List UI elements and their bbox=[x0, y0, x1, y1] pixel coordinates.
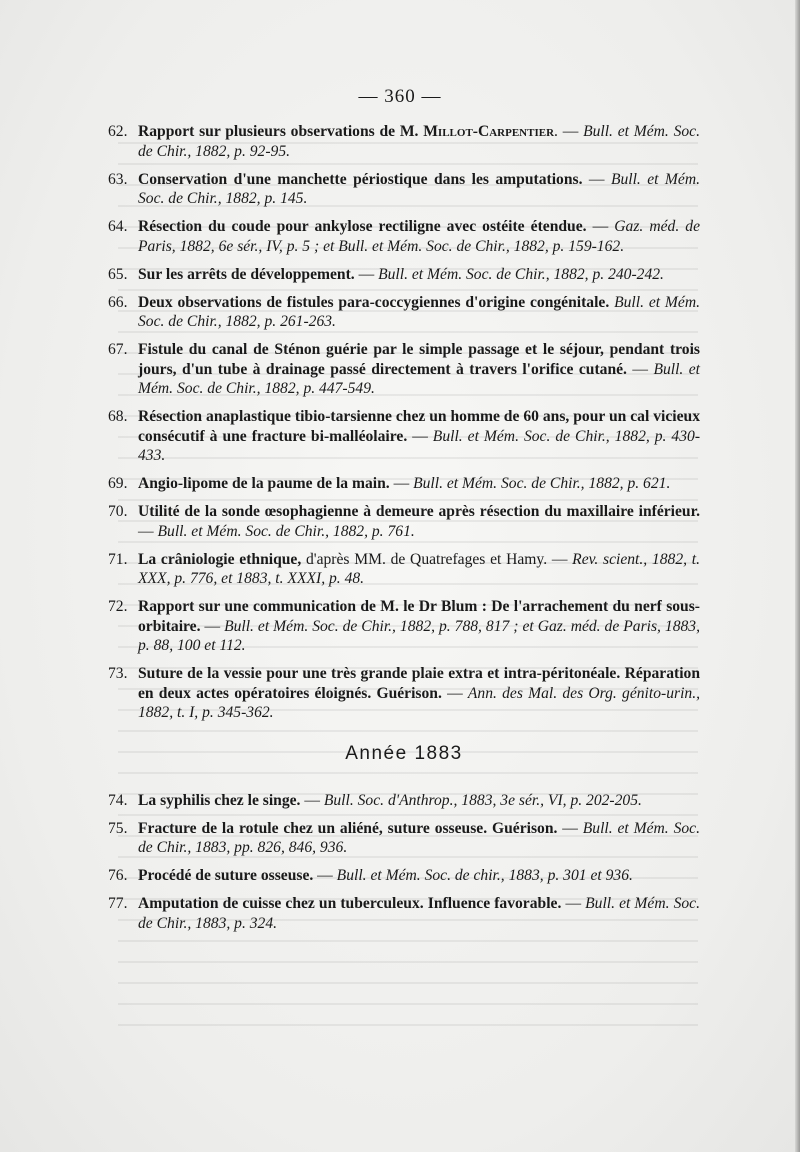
entry-number: 74. bbox=[108, 791, 128, 809]
bibliography-entry bbox=[108, 791, 700, 811]
entry-reference: Ann. des Mal. des Org. génito-urin., 1882, t. I, p. 345-362. bbox=[138, 684, 700, 721]
entry-title: Rapport sur plusieurs observations de M. bbox=[138, 123, 424, 140]
entry-title: Sur les arrêts de développement. bbox=[138, 265, 355, 283]
entry-title: Angio-lipome de la paume de la main. bbox=[138, 475, 390, 492]
bibliography-entry bbox=[108, 340, 700, 399]
entry-body bbox=[138, 340, 700, 399]
entry-separator: . — bbox=[554, 123, 584, 140]
entry-body bbox=[138, 550, 700, 589]
year-heading: Année 1883 bbox=[345, 742, 463, 764]
bibliography-entry bbox=[108, 474, 700, 494]
entry-body bbox=[138, 407, 700, 466]
page-edge-shadow bbox=[795, 0, 800, 1152]
entry-body bbox=[138, 122, 700, 161]
entry-reference: Bull. et Mém. Soc. de Chir., 1882, p. 240-242. bbox=[378, 265, 664, 283]
entry-number: 76. bbox=[108, 867, 128, 884]
entry-body bbox=[138, 217, 700, 256]
entry-separator: — bbox=[389, 475, 414, 492]
entry-body bbox=[138, 293, 700, 332]
entry-separator: — bbox=[561, 895, 586, 912]
entry-body bbox=[138, 265, 700, 285]
entry-title: Fracture de la rotule chez un aliéné, suture osseuse. Guérison. bbox=[138, 819, 558, 837]
entry-author-smallcaps: Millot-Carpentier bbox=[423, 123, 555, 140]
entry-body bbox=[138, 894, 700, 933]
bibliography-entry bbox=[108, 170, 700, 209]
entry-separator: — bbox=[200, 617, 225, 635]
entry-body bbox=[138, 866, 700, 886]
entry-body bbox=[138, 597, 700, 656]
bibliography-entry bbox=[108, 293, 700, 332]
entry-number: 62. bbox=[108, 123, 128, 140]
entry-title: Deux observations de fistules para-coccygiennes d'origine congénitale. bbox=[138, 293, 610, 311]
bibliography-entry bbox=[108, 819, 700, 858]
entry-title: Résection anaplastique tibio-tarsienne chez un homme de 60 ans, pour un cal vicieux consécutif à une fracture bi-malléolaire. bbox=[138, 408, 700, 445]
bibliography-entry bbox=[108, 217, 700, 256]
entry-reference: Bull. et Mém. Soc. de Chir., 1882, p. 261-263. bbox=[138, 293, 700, 330]
entry-title: Rapport sur une communication de M. le Dr Blum : De l'arrachement du nerf sous-orbitaire. bbox=[138, 598, 700, 635]
entry-reference: Bull. et Mém. Soc. de Chir., 1882, p. 788, 817 ; et Gaz. méd. de Paris, 1883, p. 88, 100 et 112. bbox=[138, 617, 700, 654]
entry-number: 65. bbox=[108, 265, 128, 283]
entry-separator: — bbox=[586, 218, 615, 235]
bibliography-entry bbox=[108, 407, 700, 466]
entry-reference: Rev. scient., 1882, t. XXX, p. 776, et 1883, t. XXXI, p. 48. bbox=[138, 550, 700, 587]
entry-number: 68. bbox=[108, 408, 128, 425]
entry-reference: Bull. et Mém. Soc. de Chir., 1882, p. 145. bbox=[138, 170, 701, 207]
entry-title: Suture de la vessie pour une très grande plaie extra et intra-péritonéale. Réparation en deux actes opératoires éloignés. Guérison. bbox=[138, 665, 700, 702]
entry-title: Conservation d'une manchette périostique dans les amputations. bbox=[138, 170, 583, 188]
entry-reference: Bull. et Mém. Soc. de Chir., 1882, p. 430-433. bbox=[138, 427, 701, 464]
entry-separator: — bbox=[441, 684, 468, 702]
entry-title: Fistule du canal de Sténon guérie par le simple passage et le séjour, pendant trois jours, d'un tube à drainage passé directement à travers l'orifice cutané. bbox=[138, 341, 700, 378]
bibliography-entry bbox=[108, 122, 700, 161]
entry-reference: Bull. et Mém. Soc. de Chir., 1882, p. 761. bbox=[157, 522, 415, 540]
entry-reference: Bull. et Mém. Soc. de chir., 1883, p. 301 et 936. bbox=[336, 867, 633, 884]
entry-reference: Bull. et Mém. Soc. de Chir., 1882, p. 621. bbox=[413, 475, 671, 492]
bibliography-entry bbox=[108, 265, 700, 285]
entry-body bbox=[138, 170, 700, 209]
page-number: — 360 — bbox=[358, 86, 442, 107]
entry-separator: — bbox=[626, 360, 654, 378]
entry-separator: — bbox=[313, 867, 337, 884]
entry-separator: — bbox=[354, 265, 379, 283]
bibliography-entry bbox=[108, 866, 700, 886]
bibliography-entry bbox=[108, 550, 700, 589]
entry-body bbox=[138, 791, 700, 811]
entry-number: 73. bbox=[108, 665, 128, 682]
entry-separator: d'après MM. de Quatrefages et Hamy. — bbox=[301, 550, 573, 568]
entries-1882 bbox=[108, 122, 700, 723]
entry-reference: Bull. et Mém. Soc. de Chir., 1882, p. 92-95. bbox=[138, 123, 700, 160]
entry-separator: — bbox=[557, 819, 583, 837]
entry-number: 77. bbox=[108, 895, 128, 912]
entry-body bbox=[138, 474, 700, 494]
bibliography-entry bbox=[108, 894, 700, 933]
entry-number: 63. bbox=[108, 170, 128, 188]
entry-number: 72. bbox=[108, 598, 128, 615]
bibliography-entry bbox=[108, 664, 700, 723]
entry-title: La syphilis chez le singe. bbox=[138, 791, 301, 809]
entry-reference: Bull. et Mém. Soc. de Chir., 1882, p. 447-549. bbox=[138, 360, 701, 397]
entry-reference: Bull. et Mém. Soc. de Chir., 1883, pp. 826, 846, 936. bbox=[138, 819, 700, 856]
entry-number: 66. bbox=[108, 293, 128, 311]
entry-separator: — bbox=[407, 427, 433, 445]
entry-number: 75. bbox=[108, 819, 128, 837]
entry-body bbox=[138, 819, 700, 858]
entry-title: Utilité de la sonde œsophagienne à demeure après résection du maxillaire inférieur. bbox=[138, 503, 700, 520]
entry-separator: — bbox=[300, 791, 324, 809]
entries-1883 bbox=[108, 791, 700, 934]
entry-body bbox=[138, 664, 700, 723]
entry-title: Procédé de suture osseuse. bbox=[138, 867, 314, 884]
entry-reference: Bull. et Mém. Soc. de Chir., 1883, p. 324. bbox=[138, 895, 701, 932]
entry-body bbox=[138, 502, 700, 541]
entry-number: 64. bbox=[108, 218, 128, 235]
entry-reference: Bull. Soc. d'Anthrop., 1883, 3e sér., VI, p. 202-205. bbox=[323, 791, 642, 809]
bibliography-entry bbox=[108, 502, 700, 541]
entry-number: 71. bbox=[108, 550, 128, 568]
bibliography-entry bbox=[108, 597, 700, 656]
entry-separator: — bbox=[582, 170, 611, 188]
entry-separator: — bbox=[138, 522, 158, 540]
entry-number: 67. bbox=[108, 341, 128, 358]
entry-title: Résection du coude pour ankylose rectiligne avec ostéite étendue. bbox=[138, 218, 587, 235]
entry-title: La crâniologie ethnique, bbox=[138, 550, 302, 568]
entry-number: 70. bbox=[108, 503, 128, 520]
entry-number: 69. bbox=[108, 475, 128, 492]
entry-title: Amputation de cuisse chez un tuberculeux. Influence favorable. bbox=[138, 895, 562, 912]
entry-reference: Gaz. méd. de Paris, 1882, 6e sér., IV, p. 5 ; et Bull. et Mém. Soc. de Chir., 1882, p. 159-162. bbox=[138, 218, 701, 255]
bibliography-list bbox=[108, 122, 700, 942]
